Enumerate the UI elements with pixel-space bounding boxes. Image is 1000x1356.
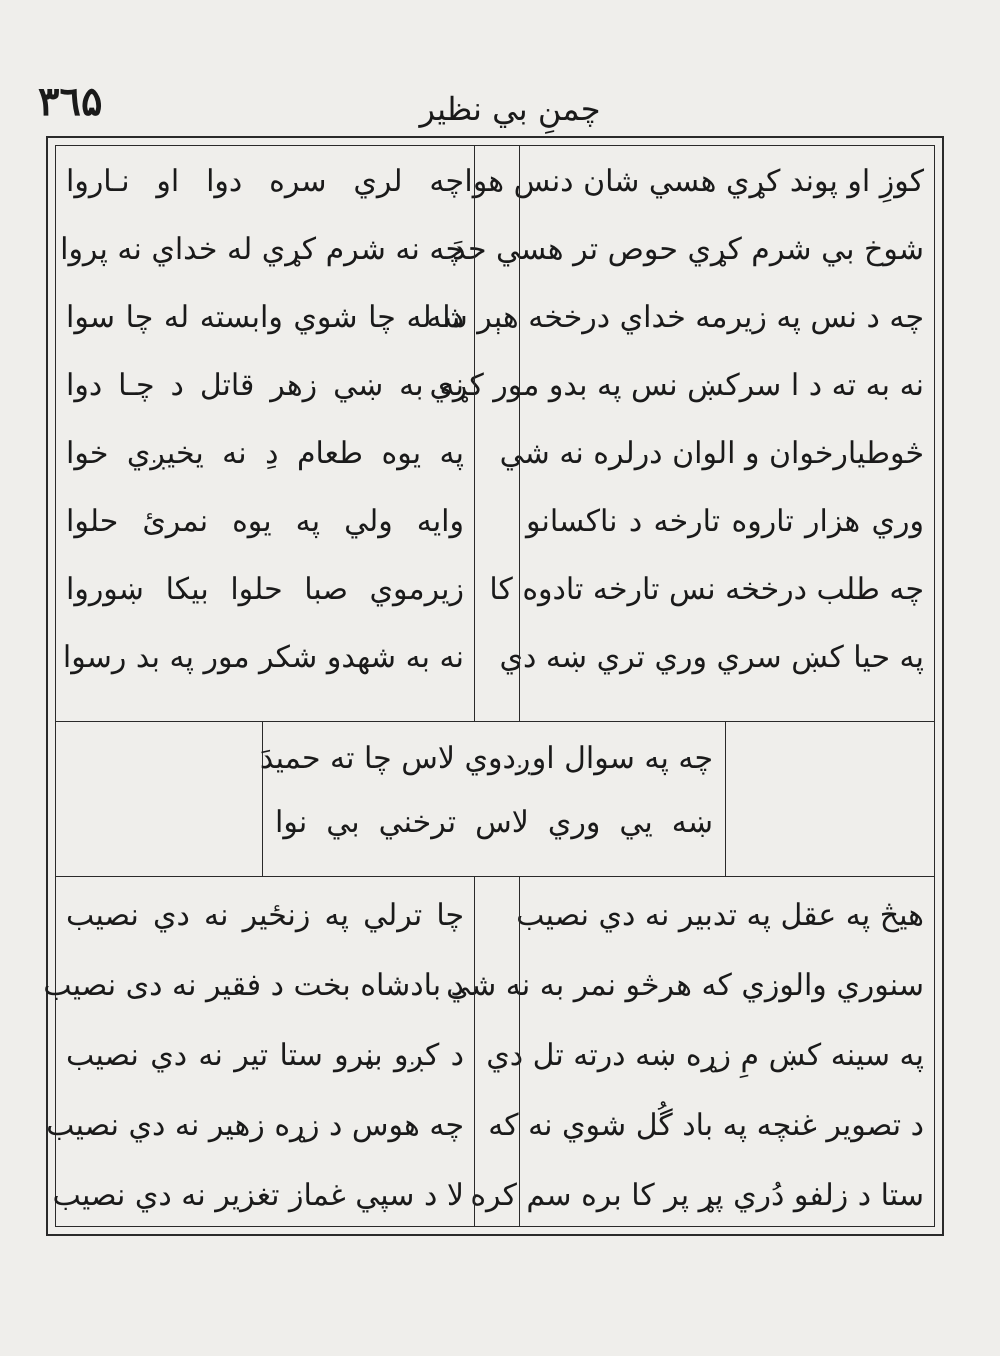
top-right-column xyxy=(426,146,934,721)
verse-line: وايه ولي په يوه نمرئ حلوا xyxy=(66,504,464,539)
verse-line: سنوري والوزي که هرڅو نمر به نه شي xyxy=(446,968,924,1003)
closing-couplet-line: ښه يي وري لاس ترخني بي نوا xyxy=(275,805,713,840)
verse-line: نه به ښي زهر قاتل د چـا دوا xyxy=(66,368,464,403)
verse-line: دا له چا شوي وابسته له چا سوا xyxy=(66,300,464,335)
text-frame-inner xyxy=(43,145,935,1227)
verse-line: هيڅ په عقل په تدبير نه دي نصيب xyxy=(516,898,924,933)
verse-line: چه هوس د زړه زهير نه دي نصيب xyxy=(46,1108,464,1143)
closing-couplet-line: چه په سوال اوږدوي لاس چا ته حميدَ xyxy=(259,741,713,776)
running-header: چمنِ بي نظير xyxy=(419,90,601,128)
verse-line: د تصوير غنچه په باد گُل شوي نه که xyxy=(488,1108,924,1143)
top-section xyxy=(56,146,934,722)
bottom-right-column xyxy=(446,876,934,1226)
verse-line: نه به شهدو شکر مور په بد رسوا xyxy=(62,640,464,675)
verse-line: په يوه طعام دِ نه يخيږي خوا xyxy=(66,436,464,471)
closing-couplet-box xyxy=(259,721,726,876)
verse-line: لا د سپي غماز تغزير نه دي نصيب xyxy=(52,1178,464,1213)
verse-line: چه د نس په زيرمه خداي درخخه هېر شه xyxy=(426,300,924,335)
top-left-column xyxy=(56,146,474,721)
column-gutter xyxy=(474,876,520,1226)
middle-section xyxy=(56,721,934,877)
verse-line: چا ترلي په زنځير نه دي نصيب xyxy=(66,898,464,933)
verse-line: چه نه شرم کړي له خداي نه پروا xyxy=(60,232,464,267)
verse-line: په حيا کښ سري وري تري ښه دي xyxy=(499,640,924,675)
verse-line: نه به ته د ا سرکښ نس په بدو مور کړي xyxy=(429,368,924,403)
verse-line: د بادشاه بخت د فقير نه دی نصيب xyxy=(43,968,464,1003)
verse-line: چه لري سره دوا او نـاروا xyxy=(66,164,464,199)
verse-line: کوزِ او پوند کړي هسي شان دنس هوا xyxy=(464,164,924,199)
verse-line: زيرموي صبا حلوا بيکا ښوروا xyxy=(66,572,464,607)
verse-line: ستا د زلفو دُري پړ پر کا بره سم کره xyxy=(470,1178,924,1213)
text-frame xyxy=(43,136,944,1236)
verse-line: وري هزار تاروه تارخه د ناکسانو xyxy=(526,504,924,539)
verse-line: په سينه کښ مِ زړه ښه درته تل دي xyxy=(486,1038,924,1073)
column-gutter xyxy=(474,146,520,721)
verse-line: د کږو بڼرو ستا تير نه دي نصيب xyxy=(66,1038,464,1073)
bottom-section xyxy=(43,876,934,1226)
verse-line: شوخ بي شرم کړي حوص تر هسي حدَ xyxy=(452,232,924,267)
verse-line: څوطيارخوان و الوان درلره نه شي xyxy=(499,436,924,471)
bottom-left-column xyxy=(43,876,474,1226)
page-number: ۳٦۵ xyxy=(38,78,103,125)
verse-line: چه طلب درخخه نس تارخه تادوه کا xyxy=(489,572,924,607)
